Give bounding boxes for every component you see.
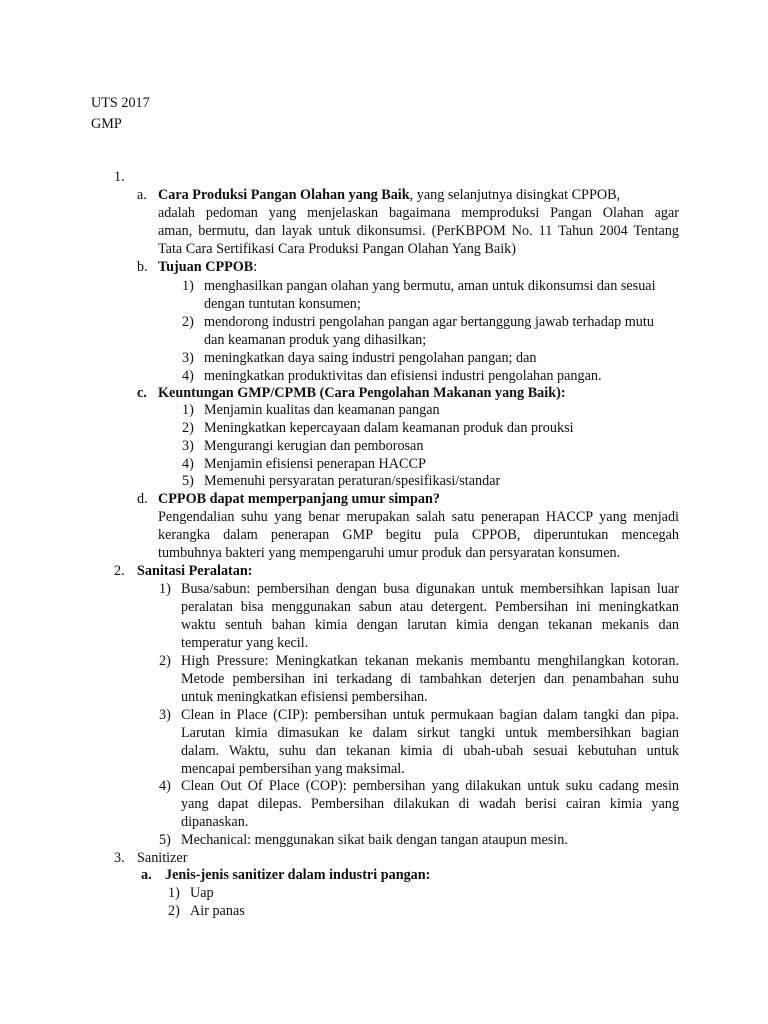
q1b-heading	[158, 258, 257, 276]
q1c-item-3-text: Mengurangi kerugian dan pemborosan	[204, 438, 424, 454]
q2-title: Sanitasi Peralatan:	[137, 563, 253, 579]
q3a-marker: a.	[141, 867, 152, 883]
q1c-item-4-number: 4)	[182, 456, 194, 472]
q1b-item-4-number: 4)	[182, 368, 194, 384]
q1c-marker: c.	[137, 385, 147, 401]
q3a-item-1-number: 1)	[168, 885, 180, 901]
q2-item-3-line-2: Larutan kimia dimasukan ke dalam sirkut tangki untuk membersihkan bagian	[181, 725, 679, 741]
q2-item-1-line-1: Busa/sabun: pembersihan dengan busa digunakan untuk membersihkan lapisan luar	[181, 581, 679, 597]
q1d-title: CPPOB dapat memperpanjang umur simpan?	[158, 491, 440, 507]
q1a-line-4: Tata Cara Sertifikasi Cara Produksi Pangan Olahan Yang Baik)	[158, 241, 516, 257]
doc-title-line-2: GMP	[91, 116, 122, 132]
q1c-item-5-number: 5)	[182, 473, 194, 489]
q1c-item-1-number: 1)	[182, 402, 194, 418]
q1a-title: Cara Produksi Pangan Olahan yang Baik	[158, 187, 410, 203]
doc-title-line-1: UTS 2017	[91, 95, 150, 111]
q2-item-2-line-2: Metode pembersihan ini terkadang di tambahkan deterjen dan penambahan suhu	[181, 671, 679, 687]
q2-item-4-line-2: yang dapat dilepas. Pembersihan dilakukan di wadah berisi cairan kimia yang	[181, 796, 679, 812]
q2-number: 2.	[114, 563, 125, 579]
q1c-title: Keuntungan GMP/CPMB (Cara Pengolahan Makanan yang Baik):	[158, 385, 566, 401]
q2-item-3-line-3: dalam. Waktu, suhu dan tekanan kimia di ubah-ubah sesuai kebutuhan untuk	[181, 743, 679, 759]
q3a-title: Jenis-jenis sanitizer dalam industri pangan:	[165, 867, 431, 883]
q2-item-1-number: 1)	[159, 581, 171, 597]
q1c-item-4-text: Menjamin efisiensi penerapan HACCP	[204, 456, 426, 472]
q1b-item-2-line-2: dan keamanan produk yang dihasilkan;	[204, 332, 427, 348]
q1b-item-1-line-2: dengan tuntutan konsumen;	[204, 296, 361, 312]
q1c-item-1-text: Menjamin kualitas dan keamanan pangan	[204, 402, 440, 418]
q1b-item-1-number: 1)	[182, 278, 194, 294]
q1a-line-2: adalah pedoman yang menjelaskan bagaimana memproduksi Pangan Olahan agar	[158, 205, 679, 221]
q1b-colon: :	[253, 259, 258, 275]
q3a-item-2-number: 2)	[168, 903, 180, 919]
q1b-title: Tujuan CPPOB	[158, 259, 254, 275]
q2-item-5-text: Mechanical: menggunakan sikat baik dengan tangan ataupun mesin.	[181, 832, 568, 848]
q1a-marker: a.	[137, 187, 147, 203]
q1d-line-2: kerangka dalam penerapan GMP begitu pula CPPOB, diperuntukan mencegah	[158, 527, 679, 543]
q2-item-5-number: 5)	[159, 832, 171, 848]
q1b-item-2-line-1: mendorong industri pengolahan pangan agar bertanggung jawab terhadap mutu	[204, 314, 654, 330]
q2-item-3-line-1: Clean in Place (CIP): pembersihan untuk permukaan bagian dalam tangki dan pipa.	[181, 707, 679, 723]
q2-item-2-number: 2)	[159, 653, 171, 669]
q1b-item-4-text: meningkatkan produktivitas dan efisiensi industri pengolahan pangan.	[204, 368, 602, 384]
q1a-line-1-rest: , yang selanjutnya disingkat CPPOB,	[409, 187, 621, 203]
q1c-item-5-text: Memenuhi persyaratan peraturan/spesifikasi/standar	[204, 473, 501, 489]
q1a-line-1	[158, 186, 620, 204]
q2-item-2-line-1: High Pressure: Meningkatkan tekanan mekanis membantu menghilangkan kotoran.	[181, 653, 679, 669]
q2-item-1-line-3: waktu sentuh bahan kimia dengan larutan kimia dengan tekanan mekanis dan	[181, 617, 679, 633]
q1c-item-2-text: Meningkatkan kepercayaan dalam keamanan produk dan prouksi	[204, 420, 574, 436]
q1d-line-1: Pengendalian suhu yang benar merupakan salah satu penerapan HACCP yang menjadi	[158, 509, 679, 525]
q1c-item-3-number: 3)	[182, 438, 194, 454]
q1-number: 1.	[114, 169, 125, 185]
q2-item-1-line-2: peralatan bisa menggunakan sabun atau detergent. Pembersihan ini meningkatkan	[181, 599, 679, 615]
q1b-item-3-number: 3)	[182, 350, 194, 366]
q1a-line-3: aman, bermutu, dan layak untuk dikonsumsi. (PerKBPOM No. 11 Tahun 2004 Tentang	[158, 223, 679, 239]
q1c-item-2-number: 2)	[182, 420, 194, 436]
q1d-line-3: tumbuhnya bakteri yang mempengaruhi umur produk dan persyaratan konsumen.	[158, 545, 621, 561]
q1b-marker: b.	[137, 259, 148, 275]
q2-item-1-line-4: temperatur yang kecil.	[181, 635, 309, 651]
q1b-item-1-line-1: menghasilkan pangan olahan yang bermutu, aman untuk dikonsumsi dan sesuai	[204, 278, 656, 294]
q3a-item-1-text: Uap	[190, 885, 214, 901]
q3-title: Sanitizer	[137, 850, 188, 866]
q3a-item-2-text: Air panas	[190, 903, 245, 919]
q2-item-4-line-1: Clean Out Of Place (COP): pembersihan yang dilakukan untuk suku cadang mesin	[181, 778, 679, 794]
q2-item-2-line-3: untuk meningkatkan efisiensi pembersihan.	[181, 689, 428, 705]
q1b-item-2-number: 2)	[182, 314, 194, 330]
q1d-marker: d.	[137, 491, 148, 507]
q2-item-4-line-3: dipanaskan.	[181, 814, 249, 830]
q1b-item-3-text: meningkatkan daya saing industri pengolahan pangan; dan	[204, 350, 537, 366]
q2-item-3-line-4: mencapai pembersihan yang maksimal.	[181, 761, 405, 777]
q2-item-4-number: 4)	[159, 778, 171, 794]
q3-number: 3.	[114, 850, 125, 866]
q2-item-3-number: 3)	[159, 707, 171, 723]
